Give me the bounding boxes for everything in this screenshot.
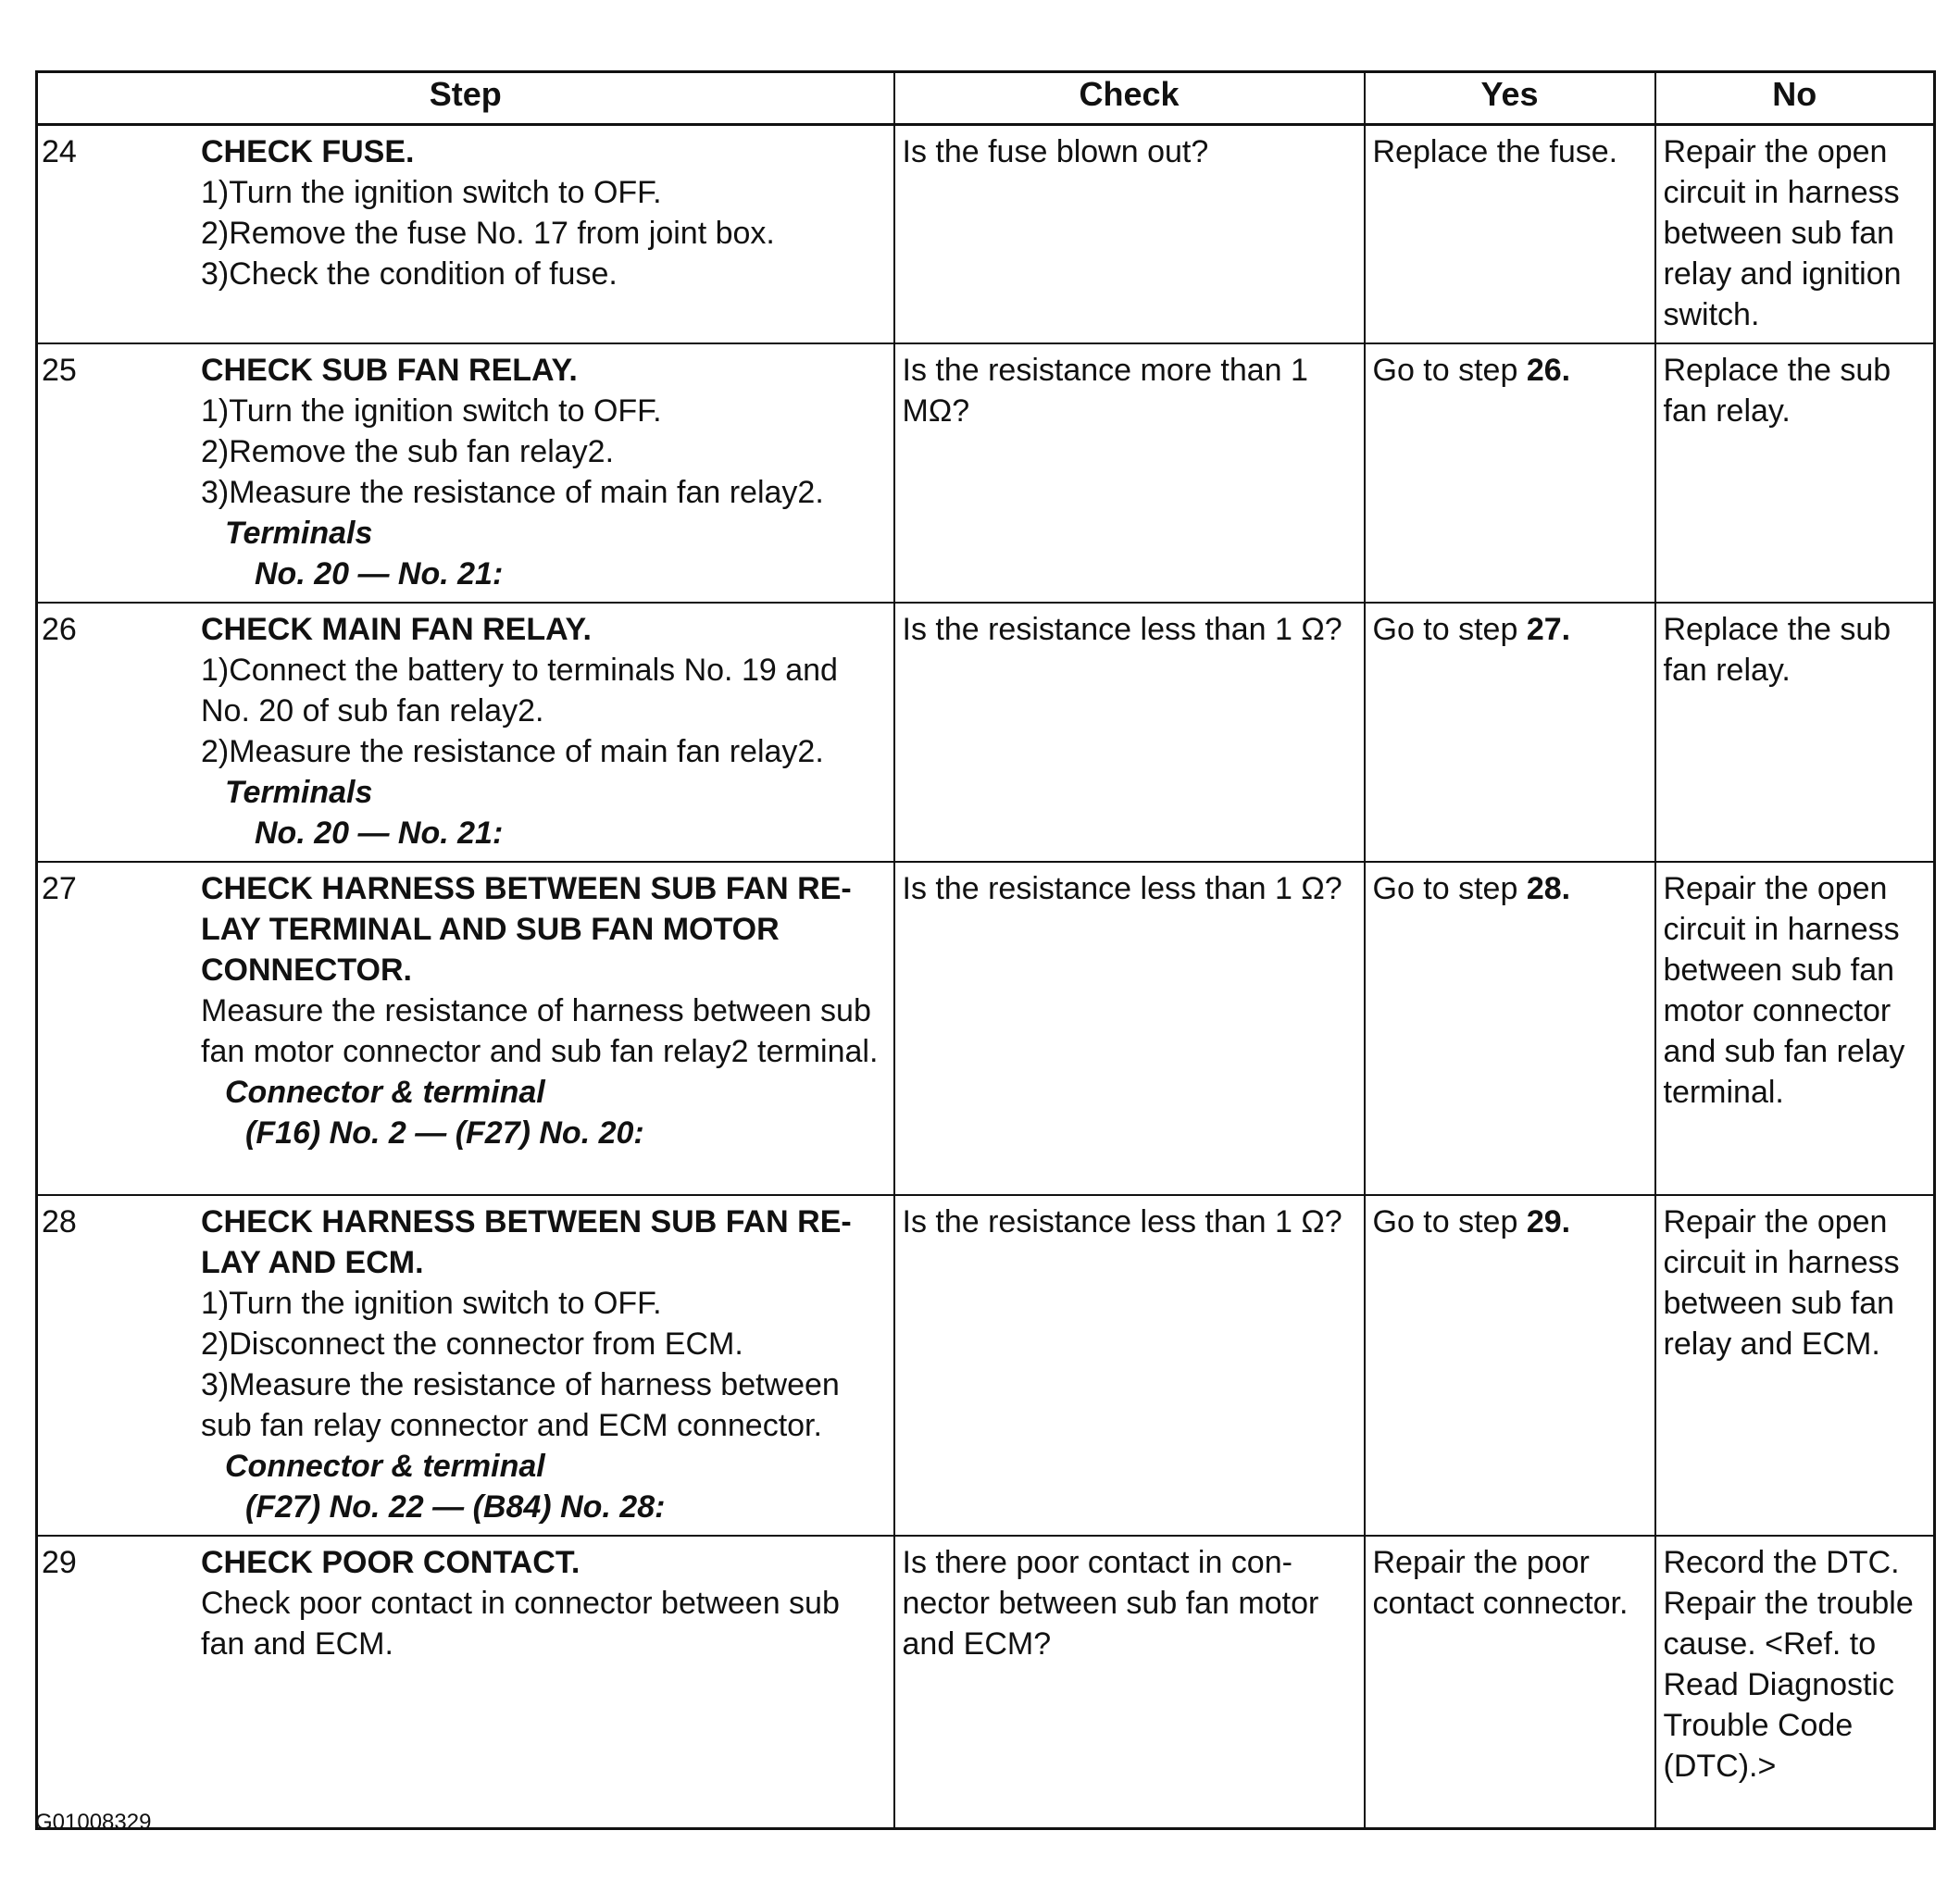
- step-number: 28: [42, 1204, 77, 1239]
- check-cell: Is the resistance less than 1 Ω?: [894, 1195, 1365, 1536]
- table-row: [37, 1195, 1935, 1536]
- spec-value: (F27) No. 22 — (B84) No. 28:: [245, 1489, 666, 1525]
- yes-cell: Replace the fuse.: [1365, 125, 1655, 344]
- yes-cell: [1365, 603, 1655, 862]
- step-cell: [37, 603, 894, 862]
- step-line: Check poor contact in connector between sub fan and ECM.: [201, 1586, 840, 1662]
- table-row: [37, 1536, 1935, 1828]
- step-cell: [37, 343, 894, 603]
- step-cell: [37, 125, 894, 344]
- figure-code: G01008329: [35, 1810, 152, 1835]
- header-step: Step: [37, 72, 894, 125]
- yes-text: Go to step: [1372, 612, 1527, 647]
- step-title: CHECK HARNESS BETWEEN SUB FAN RE-LAY TERMINAL AND SUB FAN MOTOR CONNECTOR.: [201, 871, 852, 988]
- check-cell: Is the resistance less than 1 Ω?: [894, 862, 1365, 1195]
- step-cell: [37, 1536, 894, 1828]
- spec-value: No. 20 — No. 21:: [255, 556, 504, 592]
- step-line: 2)Remove the fuse No. 17 from joint box.: [201, 216, 775, 251]
- spec-label: Connector & terminal: [225, 1075, 545, 1110]
- check-cell: Is the resistance less than 1 Ω?: [894, 603, 1365, 862]
- yes-text: Go to step: [1372, 1204, 1527, 1239]
- no-cell: Record the DTC. Repair the trouble cause. <Ref. to Read Diagnostic Trouble Code (DTC).>: [1655, 1536, 1935, 1828]
- step-line: 1)Connect the battery to terminals No. 19 and No. 20 of sub fan relay2.: [201, 653, 838, 729]
- step-line: 3)Check the condition of fuse.: [201, 256, 618, 292]
- spec-value: No. 20 — No. 21:: [255, 816, 504, 851]
- step-line: 2)Disconnect the connector from ECM.: [201, 1326, 743, 1362]
- check-cell: Is the fuse blown out?: [894, 125, 1365, 344]
- table-row: [37, 862, 1935, 1195]
- yes-step-ref: 29.: [1526, 1204, 1571, 1239]
- table-row: [37, 125, 1935, 344]
- diagnostic-table: [35, 70, 1936, 1830]
- yes-step-ref: 28.: [1526, 871, 1571, 906]
- step-title: CHECK SUB FAN RELAY.: [201, 353, 578, 388]
- header-row: [37, 72, 1935, 125]
- no-cell: Repair the open circuit in harness between sub fan motor connector and sub fan relay terminal.: [1655, 862, 1935, 1195]
- step-line: 1)Turn the ignition switch to OFF.: [201, 175, 662, 210]
- spec-label: Terminals: [225, 516, 373, 551]
- yes-text: Go to step: [1372, 871, 1527, 906]
- yes-text: Go to step: [1372, 353, 1527, 388]
- step-number: 24: [42, 134, 77, 169]
- step-title: CHECK HARNESS BETWEEN SUB FAN RE-LAY AND ECM.: [201, 1204, 852, 1280]
- step-line: 2)Measure the resistance of main fan relay2.: [201, 734, 824, 769]
- yes-cell: [1365, 1195, 1655, 1536]
- step-line: 2)Remove the sub fan relay2.: [201, 434, 615, 469]
- step-title: CHECK FUSE.: [201, 134, 415, 169]
- no-cell: Replace the sub fan relay.: [1655, 603, 1935, 862]
- yes-cell: [1365, 343, 1655, 603]
- step-cell: [37, 862, 894, 1195]
- step-line: 1)Turn the ignition switch to OFF.: [201, 393, 662, 429]
- yes-step-ref: 26.: [1526, 353, 1571, 388]
- check-cell: Is there poor contact in con-nector between sub fan motor and ECM?: [894, 1536, 1365, 1828]
- table-row: [37, 343, 1935, 603]
- step-cell: [37, 1195, 894, 1536]
- no-cell: Repair the open circuit in harness between sub fan relay and ignition switch.: [1655, 125, 1935, 344]
- step-number: 29: [42, 1545, 77, 1580]
- spec-label: Connector & terminal: [225, 1449, 545, 1484]
- step-number: 25: [42, 353, 77, 388]
- no-cell: Replace the sub fan relay.: [1655, 343, 1935, 603]
- step-line: Measure the resistance of harness between sub fan motor connector and sub fan relay2 terminal.: [201, 993, 879, 1069]
- table-row: [37, 603, 1935, 862]
- yes-cell: [1365, 862, 1655, 1195]
- header-yes: Yes: [1365, 72, 1655, 125]
- step-number: 27: [42, 871, 77, 906]
- check-cell: Is the resistance more than 1 MΩ?: [894, 343, 1365, 603]
- yes-step-ref: 27.: [1526, 612, 1571, 647]
- yes-cell: Repair the poor contact connector.: [1365, 1536, 1655, 1828]
- step-line: 3)Measure the resistance of harness between sub fan relay connector and ECM connector.: [201, 1367, 840, 1443]
- header-check: Check: [894, 72, 1365, 125]
- header-no: No: [1655, 72, 1935, 125]
- step-line: 3)Measure the resistance of main fan relay2.: [201, 475, 824, 510]
- step-line: 1)Turn the ignition switch to OFF.: [201, 1286, 662, 1321]
- no-cell: Repair the open circuit in harness between sub fan relay and ECM.: [1655, 1195, 1935, 1536]
- step-number: 26: [42, 612, 77, 647]
- step-title: CHECK MAIN FAN RELAY.: [201, 612, 592, 647]
- spec-value: (F16) No. 2 — (F27) No. 20:: [245, 1115, 644, 1151]
- step-title: CHECK POOR CONTACT.: [201, 1545, 581, 1580]
- spec-label: Terminals: [225, 775, 373, 810]
